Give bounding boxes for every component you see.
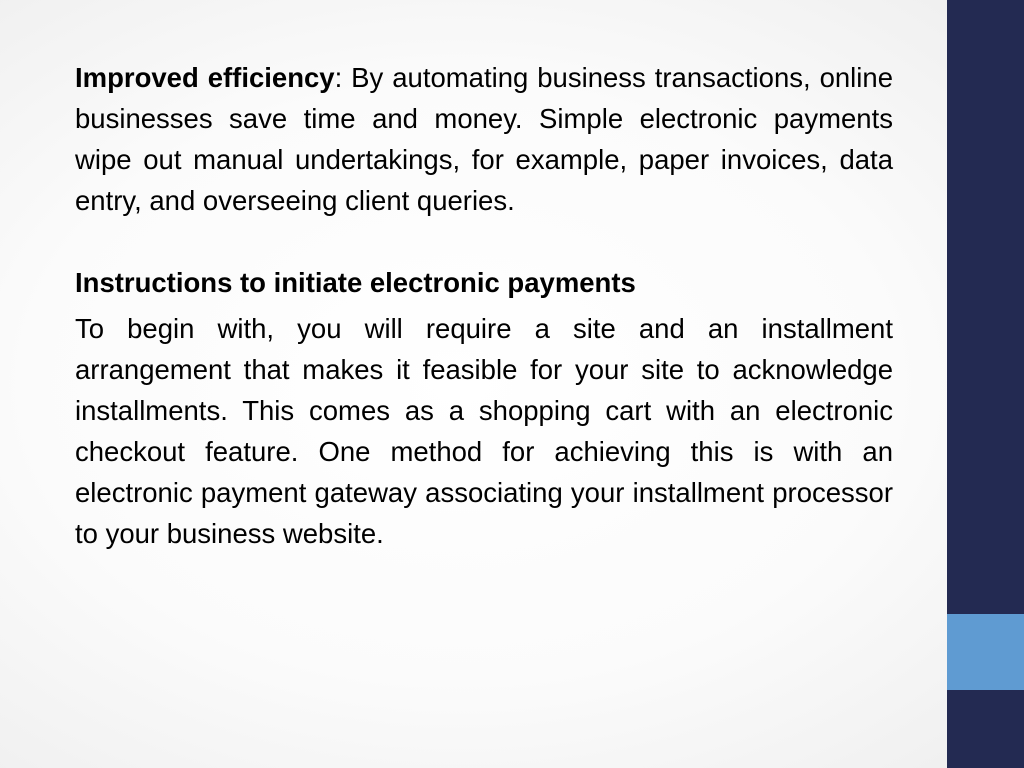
paragraph-lead-separator: : (334, 62, 343, 93)
paragraph-body: By automating business transactions, online businesses save time and money. Simple electronic payments wipe out manual undertakings, for example, paper invoices, data entry, and overseeing client queries. (75, 62, 893, 216)
slide-content (75, 57, 893, 554)
section-heading: Instructions to initiate electronic payments (75, 267, 636, 298)
paragraph-instructions: To begin with, you will require a site and an installment arrangement that makes it feasible for your site to acknowledge installments. This comes as a shopping cart with an electronic checkout feature. One method for achieving this is with an electronic payment gateway associating your installment processor to your business website. (75, 313, 893, 549)
sidebar-accent-block (947, 614, 1024, 690)
paragraph-improved-efficiency (75, 57, 893, 221)
paragraph-lead-term: Improved efficiency (75, 62, 335, 93)
